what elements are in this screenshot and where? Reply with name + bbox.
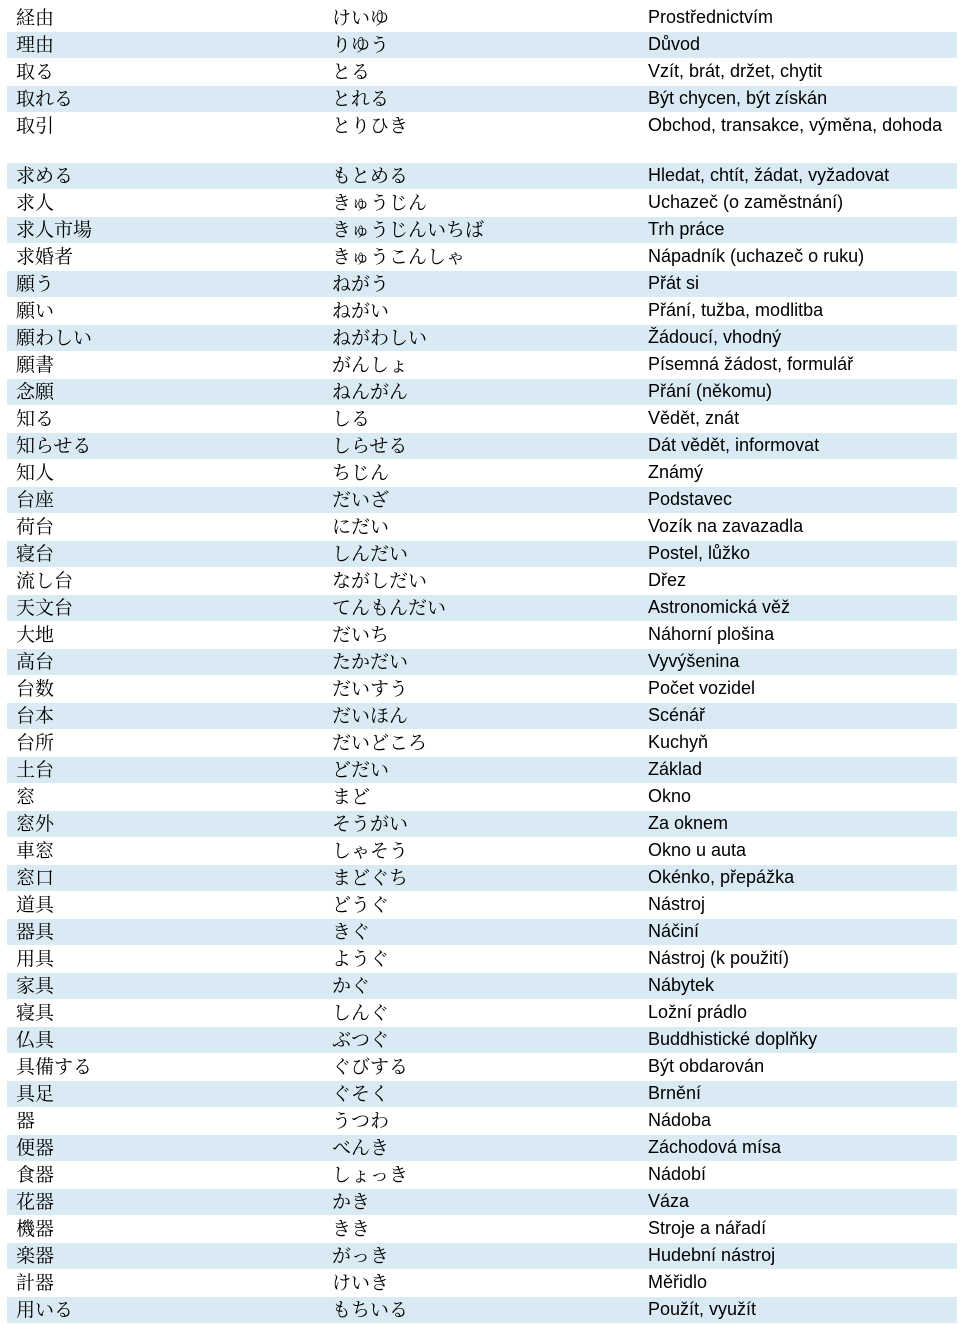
kana-cell: ちじん <box>323 460 639 487</box>
kanji-cell: 願書 <box>7 352 323 379</box>
kana-cell: どだい <box>323 757 639 784</box>
kana-cell: けいき <box>323 1270 639 1297</box>
vocab-row <box>7 973 957 1000</box>
kanji-cell: 知らせる <box>7 433 323 460</box>
kana-cell: まどぐち <box>323 865 639 892</box>
kana-cell: もちいる <box>323 1297 639 1324</box>
meaning-cell: Známý <box>639 460 957 487</box>
meaning-cell: Scénář <box>639 703 957 730</box>
kanji-cell: 流し台 <box>7 568 323 595</box>
kana-cell: ねがい <box>323 298 639 325</box>
kanji-cell: 花器 <box>7 1189 323 1216</box>
kanji-cell: 求人市場 <box>7 217 323 244</box>
kana-cell: ぶつぐ <box>323 1027 639 1054</box>
kana-cell: ながしだい <box>323 568 639 595</box>
meaning-cell: Počet vozidel <box>639 676 957 703</box>
kana-cell: とれる <box>323 86 639 113</box>
vocab-row <box>7 1108 957 1135</box>
kana-cell: どうぐ <box>323 892 639 919</box>
meaning-cell: Náhorní plošina <box>639 622 957 649</box>
kana-cell: たかだい <box>323 649 639 676</box>
kanji-cell: 便器 <box>7 1135 323 1162</box>
kanji-cell: 道具 <box>7 892 323 919</box>
vocab-row <box>7 811 957 838</box>
kana-cell: きぐ <box>323 919 639 946</box>
kana-cell: ようぐ <box>323 946 639 973</box>
kanji-cell: 計器 <box>7 1270 323 1297</box>
meaning-cell: Stroje a nářadí <box>639 1216 957 1243</box>
vocab-row <box>7 1243 957 1270</box>
kana-cell: きゅうじん <box>323 190 639 217</box>
kana-cell: ねがう <box>323 271 639 298</box>
meaning-cell: Hudební nástroj <box>639 1243 957 1270</box>
vocab-row <box>7 865 957 892</box>
kana-cell: しらせる <box>323 433 639 460</box>
kana-cell: しゃそう <box>323 838 639 865</box>
meaning-cell: Buddhistické doplňky <box>639 1027 957 1054</box>
kanji-cell: 仏具 <box>7 1027 323 1054</box>
vocab-row <box>7 59 957 86</box>
vocab-row <box>7 622 957 649</box>
vocab-row <box>7 86 957 113</box>
kana-cell: けいゆ <box>323 5 639 32</box>
kana-cell: べんき <box>323 1135 639 1162</box>
kana-cell: だいどころ <box>323 730 639 757</box>
kanji-cell: 寝具 <box>7 1000 323 1027</box>
meaning-cell: Záchodová mísa <box>639 1135 957 1162</box>
kana-cell: にだい <box>323 514 639 541</box>
meaning-cell: Nábytek <box>639 973 957 1000</box>
kana-cell: かぐ <box>323 973 639 1000</box>
kanji-cell: 求める <box>7 163 323 190</box>
vocab-row <box>7 298 957 325</box>
meaning-cell: Vozík na zavazadla <box>639 514 957 541</box>
kanji-cell: 念願 <box>7 379 323 406</box>
kanji-cell: 車窓 <box>7 838 323 865</box>
vocab-row <box>7 1216 957 1243</box>
meaning-cell: Měřidlo <box>639 1270 957 1297</box>
kanji-cell: 天文台 <box>7 595 323 622</box>
meaning-cell: Být chycen, být získán <box>639 86 957 113</box>
meaning-cell: Nástroj <box>639 892 957 919</box>
meaning-cell: Postel, lůžko <box>639 541 957 568</box>
kana-cell: きゅうこんしゃ <box>323 244 639 271</box>
kanji-cell: 具足 <box>7 1081 323 1108</box>
meaning-cell: Kuchyň <box>639 730 957 757</box>
kanji-cell: 土台 <box>7 757 323 784</box>
vocabulary-table-body <box>7 5 957 1324</box>
kana-cell: しんだい <box>323 541 639 568</box>
kanji-cell: 知る <box>7 406 323 433</box>
vocab-row <box>7 190 957 217</box>
vocab-row <box>7 946 957 973</box>
meaning-cell: Váza <box>639 1189 957 1216</box>
vocab-row <box>7 1135 957 1162</box>
kanji-cell: 台数 <box>7 676 323 703</box>
meaning-cell: Okno u auta <box>639 838 957 865</box>
kana-cell: がっき <box>323 1243 639 1270</box>
kana-cell: りゆう <box>323 32 639 59</box>
kanji-cell: 台本 <box>7 703 323 730</box>
vocab-row <box>7 919 957 946</box>
vocabulary-table <box>7 5 957 1324</box>
meaning-cell: Základ <box>639 757 957 784</box>
meaning-cell: Být obdarován <box>639 1054 957 1081</box>
vocab-row <box>7 1027 957 1054</box>
meaning-cell: Písemná žádost, formulář <box>639 352 957 379</box>
vocab-row <box>7 487 957 514</box>
kana-cell: しる <box>323 406 639 433</box>
kana-cell: きき <box>323 1216 639 1243</box>
meaning-cell: Vyvýšenina <box>639 649 957 676</box>
kana-cell: ねがわしい <box>323 325 639 352</box>
kanji-cell: 求婚者 <box>7 244 323 271</box>
vocab-row <box>7 568 957 595</box>
vocab-row <box>7 5 957 32</box>
kana-cell: しんぐ <box>323 1000 639 1027</box>
meaning-cell: Použít, využít <box>639 1297 957 1324</box>
vocab-row <box>7 271 957 298</box>
kanji-cell: 願わしい <box>7 325 323 352</box>
meaning-cell: Přát si <box>639 271 957 298</box>
vocab-row <box>7 730 957 757</box>
meaning-cell: Za oknem <box>639 811 957 838</box>
vocab-row <box>7 113 957 163</box>
vocab-row <box>7 514 957 541</box>
meaning-cell: Nástroj (k použití) <box>639 946 957 973</box>
vocab-row <box>7 892 957 919</box>
meaning-cell: Náčiní <box>639 919 957 946</box>
meaning-cell: Prostřednictvím <box>639 5 957 32</box>
kana-cell: だいち <box>323 622 639 649</box>
kana-cell: だいざ <box>323 487 639 514</box>
meaning-cell: Okénko, přepážka <box>639 865 957 892</box>
vocab-row <box>7 244 957 271</box>
meaning-cell: Astronomická věž <box>639 595 957 622</box>
kanji-cell: 願い <box>7 298 323 325</box>
kana-cell: きゅうじんいちば <box>323 217 639 244</box>
meaning-cell: Uchazeč (o zaměstnání) <box>639 190 957 217</box>
vocab-row <box>7 32 957 59</box>
kanji-cell: 寝台 <box>7 541 323 568</box>
kana-cell: しょっき <box>323 1162 639 1189</box>
vocab-row <box>7 541 957 568</box>
kanji-cell: 具備する <box>7 1054 323 1081</box>
kanji-cell: 荷台 <box>7 514 323 541</box>
meaning-cell: Okno <box>639 784 957 811</box>
kanji-cell: 食器 <box>7 1162 323 1189</box>
kanji-cell: 経由 <box>7 5 323 32</box>
meaning-cell: Hledat, chtít, žádat, vyžadovat <box>639 163 957 190</box>
vocab-row <box>7 1000 957 1027</box>
vocab-row <box>7 325 957 352</box>
kana-cell: ぐそく <box>323 1081 639 1108</box>
meaning-cell: Obchod, transakce, výměna, dohoda <box>639 113 957 163</box>
meaning-cell: Vzít, brát, držet, chytit <box>639 59 957 86</box>
kanji-cell: 知人 <box>7 460 323 487</box>
kana-cell: てんもんだい <box>323 595 639 622</box>
meaning-cell: Brnění <box>639 1081 957 1108</box>
meaning-cell: Dřez <box>639 568 957 595</box>
vocab-row <box>7 352 957 379</box>
vocab-row <box>7 1189 957 1216</box>
kanji-cell: 家具 <box>7 973 323 1000</box>
kana-cell: うつわ <box>323 1108 639 1135</box>
vocab-row <box>7 838 957 865</box>
vocab-row <box>7 649 957 676</box>
meaning-cell: Žádoucí, vhodný <box>639 325 957 352</box>
kanji-cell: 求人 <box>7 190 323 217</box>
meaning-cell: Podstavec <box>639 487 957 514</box>
meaning-cell: Dát vědět, informovat <box>639 433 957 460</box>
kana-cell: がんしょ <box>323 352 639 379</box>
vocab-row <box>7 379 957 406</box>
meaning-cell: Nápadník (uchazeč o ruku) <box>639 244 957 271</box>
meaning-cell: Trh práce <box>639 217 957 244</box>
meaning-cell: Přání, tužba, modlitba <box>639 298 957 325</box>
kanji-cell: 願う <box>7 271 323 298</box>
kana-cell: ぐびする <box>323 1054 639 1081</box>
meaning-cell: Nádobí <box>639 1162 957 1189</box>
kanji-cell: 窓口 <box>7 865 323 892</box>
kanji-cell: 用いる <box>7 1297 323 1324</box>
vocab-row <box>7 406 957 433</box>
vocab-row <box>7 784 957 811</box>
kanji-cell: 大地 <box>7 622 323 649</box>
kanji-cell: 取れる <box>7 86 323 113</box>
vocab-row <box>7 757 957 784</box>
vocab-row <box>7 595 957 622</box>
vocab-row <box>7 460 957 487</box>
vocab-row <box>7 433 957 460</box>
kanji-cell: 機器 <box>7 1216 323 1243</box>
kanji-cell: 窓 <box>7 784 323 811</box>
kanji-cell: 器具 <box>7 919 323 946</box>
kana-cell: まど <box>323 784 639 811</box>
kanji-cell: 楽器 <box>7 1243 323 1270</box>
meaning-cell: Nádoba <box>639 1108 957 1135</box>
kana-cell: かき <box>323 1189 639 1216</box>
vocab-row <box>7 1081 957 1108</box>
kana-cell: だいすう <box>323 676 639 703</box>
kanji-cell: 器 <box>7 1108 323 1135</box>
kanji-cell: 窓外 <box>7 811 323 838</box>
kanji-cell: 台所 <box>7 730 323 757</box>
vocab-row <box>7 1270 957 1297</box>
kana-cell: ねんがん <box>323 379 639 406</box>
kana-cell: とりひき <box>323 113 639 163</box>
vocab-row <box>7 163 957 190</box>
vocab-row <box>7 217 957 244</box>
meaning-cell: Přání (někomu) <box>639 379 957 406</box>
kanji-cell: 台座 <box>7 487 323 514</box>
kana-cell: そうがい <box>323 811 639 838</box>
kana-cell: とる <box>323 59 639 86</box>
meaning-cell: Ložní prádlo <box>639 1000 957 1027</box>
vocab-row <box>7 703 957 730</box>
vocab-row <box>7 676 957 703</box>
vocab-row <box>7 1162 957 1189</box>
kana-cell: もとめる <box>323 163 639 190</box>
meaning-cell: Vědět, znát <box>639 406 957 433</box>
kana-cell: だいほん <box>323 703 639 730</box>
kanji-cell: 用具 <box>7 946 323 973</box>
kanji-cell: 取る <box>7 59 323 86</box>
kanji-cell: 理由 <box>7 32 323 59</box>
kanji-cell: 取引 <box>7 113 323 163</box>
vocab-row <box>7 1054 957 1081</box>
meaning-cell: Důvod <box>639 32 957 59</box>
kanji-cell: 高台 <box>7 649 323 676</box>
